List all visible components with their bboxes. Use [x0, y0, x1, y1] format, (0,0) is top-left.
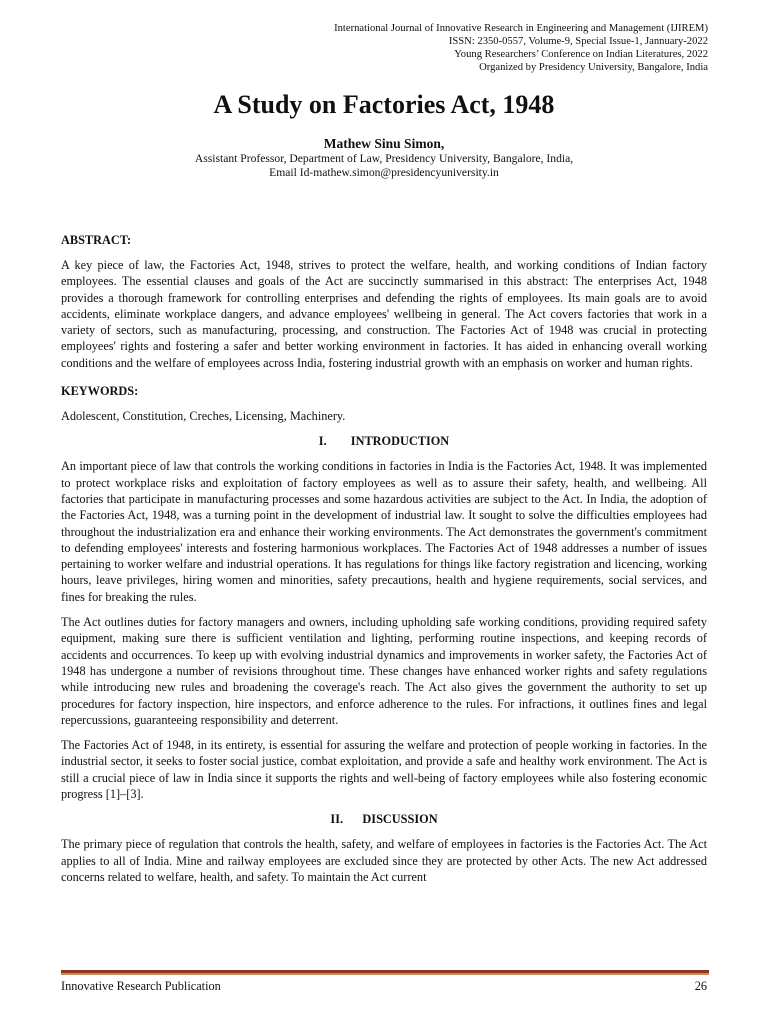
footer-divider	[61, 970, 709, 973]
journal-name: International Journal of Innovative Research in Engineering and Management (IJIREM)	[334, 23, 708, 34]
footer-publisher: Innovative Research Publication	[61, 979, 221, 993]
author-affiliation: Assistant Professor, Department of Law, Presidency University, Bangalore, India,	[194, 152, 574, 165]
conference-line: Young Researchers’ Conference on Indian Literatures, 2022	[454, 49, 708, 60]
page-number: 26	[694, 979, 707, 993]
section-number: II.	[330, 812, 344, 827]
abstract-text: A key piece of law, the Factories Act, 1948, strives to protect the welfare, health, and working conditions of Indian factory employees. The essential clauses and goals of the Act are succinctly summarised in this abstract: The enterprises Act, 1948 provides a thorough framework for controlling enterprises and defending the rights of employees. Its main goals are to avoid accidents, eliminate workplace dangers, and advance employees' wellbeing in general. The Act covers factories that work in a variety of sectors, such as manufacturing, processing, and construction. The Factories Act of 1948 was crucial in protecting employees' rights and fostering a safer and better working environment in factories. It has aided in enhancing overall working conditions and the welfare of employees across India, fostering industrial growth with an emphasis on worker and human rights.	[61, 258, 707, 370]
section-heading-discussion	[61, 811, 707, 827]
intro-paragraph-1: An important piece of law that controls the working conditions in factories in India is the Factories Act, 1948. It was implemented to protect workplace risks and exploitation of factory employees as well as to assure their safety, health, and wellbeing. All factories that participate in manufacturing processes and some hazardous activities are subject to the Act. In India, the adoption of the Factories Act, 1948, was a turning point in the development of industrial law. It sought to solve the difficulties employees had throughout the industrialization era and enhance their working environments. The Act demonstrates the government's commitment to defending employees' interests and fostering harmonious workplaces. The Factories Act of 1948 addresses a number of issues pertaining to worker welfare and industrial operations. It has regulations for things like factory registration and licencing, working hours, leave privileges, hiring women and minorities, safety precautions, health and hygiene requirements, social services, and fines for breaking the rules.	[61, 459, 707, 604]
keywords-text: Adolescent, Constitution, Creches, Licensing, Machinery.	[61, 409, 346, 424]
section-title: DISCUSSION	[362, 812, 438, 827]
journal-header	[334, 22, 708, 74]
author-name: Mathew Sinu Simon,	[323, 136, 445, 151]
abstract-heading: ABSTRACT:	[61, 233, 132, 247]
section-heading-introduction	[61, 433, 707, 449]
section-title: INTRODUCTION	[350, 434, 450, 449]
author-email: Email Id-mathew.simon@presidencyuniversity.in	[269, 166, 499, 179]
discussion-paragraph-1: The primary piece of regulation that controls the health, safety, and welfare of employees in factories is the Factories Act. The Act applies to all of India. Mine and railway employees are excluded since they are protected by other Acts. The new Act addressed concerns related to welfare, health, and safety. To maintain the Act current	[61, 837, 707, 884]
intro-paragraph-2: The Act outlines duties for factory managers and owners, including upholding safe working conditions, providing required safety equipment, making sure there is sufficient ventilation and lighting, performing routine inspections, and keeping records of accidents and occurrences. To keep up with evolving industrial dynamics and improvements in worker safety, the Factories Act of 1948 has undergone a number of revisions throughout time. These changes have enhanced worker rights and safety regulations while introducing new rules and broadening the coverage's reach. The Act also gives the government the authority to set up procedures for factory inspection, hire inspectors, and enforce adherence to the rules. For infractions, it outlines fines and legal repercussions, guaranteeing responsibility and deterrent.	[61, 615, 707, 727]
paper-body	[61, 232, 707, 885]
keywords-heading: KEYWORDS:	[61, 384, 139, 399]
issn-line: ISSN: 2350-0557, Volume-9, Special Issue-1, Jannuary-2022	[448, 36, 708, 47]
organizer-line: Organized by Presidency University, Bangalore, India	[479, 62, 708, 73]
section-number: I.	[318, 434, 327, 449]
paper-title: A Study on Factories Act, 1948	[213, 90, 555, 119]
intro-paragraph-3: The Factories Act of 1948, in its entirety, is essential for assuring the welfare and protection of people working in factories. In the industrial sector, it seeks to foster social justice, combat exploitation, and provide a safe and healthy work environment. The Act is still a crucial piece of law in India since it supports the rights and well-being of factory employees while also fostering economic progress [1]–[3].	[61, 738, 707, 802]
author-affiliation-block	[0, 152, 768, 180]
